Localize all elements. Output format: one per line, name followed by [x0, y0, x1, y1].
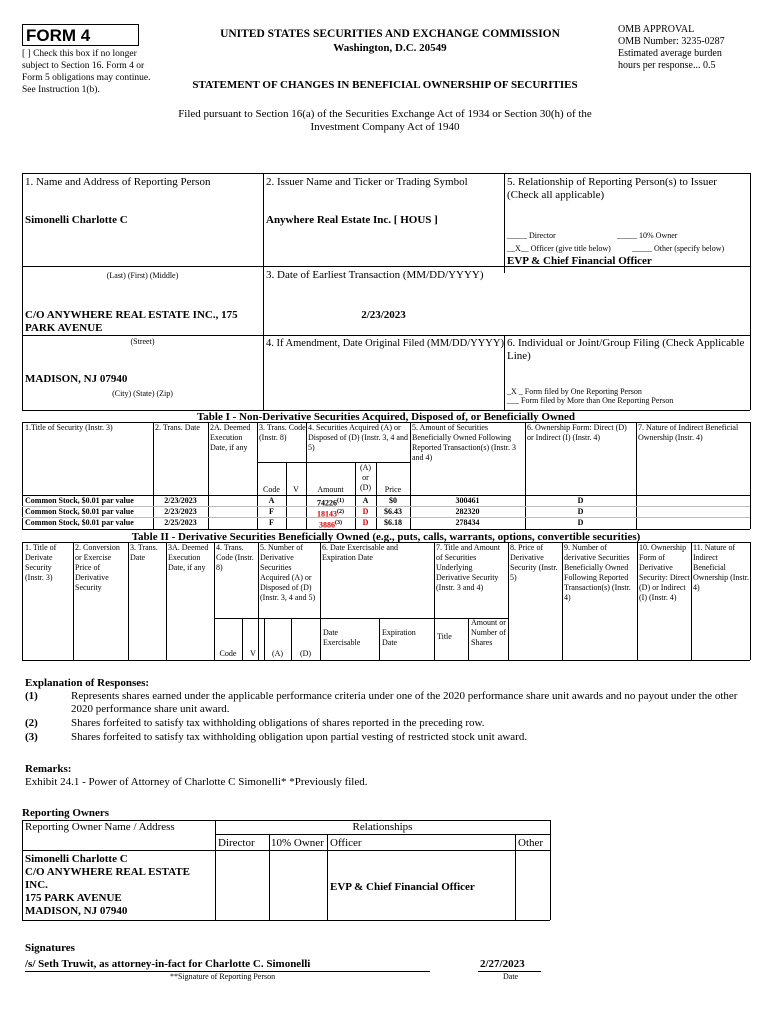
- box5-label: [507, 176, 750, 202]
- t1-sub-code: Code: [263, 485, 280, 494]
- filing-option-group: ___ Form filed by More than One Reporting Person: [507, 396, 674, 405]
- t1-amount-value: 3886: [319, 520, 335, 530]
- t2-header-owned: 9. Number of derivative Securities Beneficially Owned Following Reported Transaction(s) (Instr. 4): [564, 543, 631, 602]
- owner-line: Simonelli Charlotte C: [25, 853, 128, 865]
- box1-label: 1. Name and Address of Reporting Person: [25, 176, 211, 188]
- owner-line: MADISON, NJ 07940: [25, 905, 128, 917]
- t1-header-title: 1.Title of Security (Instr. 3): [25, 423, 113, 432]
- t2-sub-amount: Amount or Number of Shares: [471, 618, 506, 647]
- t1-header-date: 2. Trans. Date: [155, 423, 200, 432]
- t2-sub-expiration: Expiration Date: [382, 628, 416, 647]
- t2-header-conversion: 2. Conversion or Exercise Price of Derivative Security: [75, 543, 120, 592]
- explanation-number: (1): [25, 690, 38, 702]
- t1-cell-form: D: [577, 496, 584, 505]
- owners-col-director: Director: [218, 837, 255, 849]
- box4-label: 4. If Amendment, Date Original Filed (MM/DD/YYYY): [266, 338, 504, 349]
- issuer-name: Anywhere Real Estate Inc. [ HOUS ]: [266, 214, 438, 226]
- form-title-box: [22, 24, 139, 46]
- t1-cell-title: Common Stock, $0.01 par value: [25, 518, 134, 527]
- street-address: [25, 309, 260, 335]
- t1-header-nature: 7. Nature of Indirect Beneficial Ownership (Instr. 4): [638, 423, 739, 442]
- owner-officer-title: EVP & Chief Financial Officer: [330, 881, 475, 893]
- owner-name-address: [25, 853, 213, 918]
- explanation-text: Represents shares earned under the applicable performance criteria under one of the 2020 performance share unit awards and no payout under the other 2020 performance share unit award.: [71, 690, 738, 715]
- t1-cell-ad: A: [362, 496, 369, 505]
- t1-footnote-ref[interactable]: (2): [337, 509, 344, 515]
- t1-footnote-ref[interactable]: (1): [337, 498, 344, 504]
- filed-pursuant-line: Investment Company Act of 1940: [310, 121, 460, 133]
- reporting-person-name: Simonelli Charlotte C: [25, 214, 128, 226]
- check-box-note: [ ] Check this box if no longer subject to Section 16. Form 4 or Form 5 obligations may continue. See Instruction 1(b).: [22, 49, 151, 95]
- t2-header-number: 5. Number of Derivative Securities Acquired (A) or Disposed of (D) (Instr. 3, 4 and 5): [260, 543, 316, 602]
- explanation-number: (2): [25, 717, 38, 729]
- t1-footnote-ref[interactable]: (3): [335, 520, 342, 526]
- officer-title: EVP & Chief Financial Officer: [507, 255, 652, 267]
- t1-cell-ad: D: [362, 518, 369, 527]
- date-caption: Date: [503, 972, 519, 981]
- owners-heading: Reporting Owners: [22, 807, 110, 819]
- t1-header-amount-owned: 5. Amount of Securities Beneficially Owned Following Reported Transaction(s) (Instr. 3 and 4): [412, 423, 516, 462]
- owner-line: C/O ANYWHERE REAL ESTATE: [25, 866, 190, 878]
- omb-line: OMB APPROVAL: [618, 24, 695, 35]
- filed-pursuant-line: Filed pursuant to Section 16(a) of the Securities Exchange Act of 1934 or Section 30(h) of the: [178, 108, 592, 120]
- street-caption: (Street): [130, 337, 155, 346]
- omb-line: hours per response... 0.5: [618, 60, 716, 71]
- form-title: FORM 4: [26, 26, 91, 45]
- t2-header-title: 1. Title of Derivate Security (Instr. 3): [25, 543, 57, 582]
- t2-header-ownership-form: 10. Ownership Form of Derivative Security: Direct (D) or Indirect (I) (Instr. 4): [639, 543, 690, 602]
- t1-cell-form: D: [577, 507, 584, 516]
- t1-cell-title: Common Stock, $0.01 par value: [25, 507, 134, 516]
- t1-cell-form: D: [577, 518, 584, 527]
- t1-amount-value: 74226: [317, 498, 337, 508]
- t1-cell-ad: D: [362, 507, 369, 516]
- box5-label-line: 5. Relationship of Reporting Person(s) to Issuer: [507, 176, 717, 188]
- t2-header-price: 8. Price of Derivative Security (Instr. 5): [510, 543, 558, 582]
- agency-city: Washington, D.C. 20549: [333, 42, 447, 54]
- omb-line: OMB Number: 3235-0287: [618, 36, 725, 47]
- t2-sub-d: (D): [299, 649, 312, 658]
- t1-cell-code: F: [269, 507, 274, 516]
- t2-sub-date-exercisable: Date Exercisable: [323, 628, 361, 647]
- t2-sub-code: Code: [219, 649, 237, 658]
- t1-cell-price: $6.43: [384, 507, 402, 516]
- t2-sub-v: V: [250, 649, 256, 658]
- owners-col-officer: Officer: [330, 837, 362, 849]
- name-caption: (Last) (First) (Middle): [106, 271, 179, 280]
- ten-percent-check: _____ 10% Owner: [617, 231, 678, 240]
- explanation-text: Shares forfeited to satisfy tax withholding obligation upon partial vesting of restricted stock unit award.: [71, 731, 528, 743]
- city-state-zip: MADISON, NJ 07940: [25, 373, 128, 385]
- owners-col-relationships: Relationships: [352, 821, 413, 833]
- remarks-heading: Remarks:: [25, 763, 72, 775]
- t1-header-code: 3. Trans. Code (Instr. 8): [259, 423, 306, 442]
- other-check: _____ Other (specify below): [632, 244, 725, 253]
- t2-header-date: 3. Trans. Date: [130, 543, 158, 562]
- owner-line: INC.: [25, 879, 48, 891]
- t1-cell-owned: 278434: [455, 518, 480, 527]
- t2-header-code: 4. Trans. Code (Instr. 8): [216, 543, 254, 572]
- t2-sub-a: (A): [271, 649, 284, 658]
- city-caption: (City) (State) (Zip): [112, 389, 173, 398]
- signatures-heading: Signatures: [25, 942, 75, 954]
- t1-cell-amount: [306, 518, 355, 531]
- t1-cell-date: 2/25/2023: [164, 518, 197, 527]
- t1-cell-date: 2/23/2023: [164, 507, 197, 516]
- t1-amount-value: 18143: [317, 509, 337, 519]
- omb-line: Estimated average burden: [618, 48, 722, 59]
- signature-caption: **Signature of Reporting Person: [170, 972, 276, 981]
- box6-label: 6. Individual or Joint/Group Filing (Check Applicable Line): [507, 337, 745, 362]
- t1-header-securities: 4. Securities Acquired (A) or Disposed of (D) (Instr. 3, 4 and 5): [308, 423, 408, 452]
- owners-col-other: Other: [518, 837, 544, 849]
- t2-sub-title: Title: [437, 632, 452, 641]
- t1-sub-amount: Amount: [317, 485, 344, 494]
- filing-option-one: _X _ Form filed by One Reporting Person: [507, 387, 642, 396]
- filed-pursuant: [100, 108, 670, 134]
- t1-sub-aord: (A) or (D): [359, 463, 372, 492]
- t1-header-deemed: 2A. Deemed Execution Date, if any: [210, 423, 251, 452]
- signer-line: /s/ Seth Truwit, as attorney-in-fact for Charlotte C. Simonelli: [25, 958, 311, 970]
- t1-cell-code: F: [269, 518, 274, 527]
- statement-title: STATEMENT OF CHANGES IN BENEFICIAL OWNERSHIP OF SECURITIES: [192, 79, 578, 91]
- t2-header-underlying: 7. Title and Amount of Securities Underlying Derivative Security (Instr. 3 and 4): [436, 543, 501, 592]
- t2-header-exercisable: 6. Date Exercisable and Expiration Date: [322, 543, 398, 562]
- t1-cell-title: Common Stock, $0.01 par value: [25, 496, 134, 505]
- agency-name: UNITED STATES SECURITIES AND EXCHANGE COMMISSION: [220, 28, 560, 40]
- t1-cell-owned: 282320: [455, 507, 480, 516]
- explanation-number: (3): [25, 731, 38, 743]
- box2-label: 2. Issuer Name and Ticker or Trading Symbol: [266, 176, 468, 188]
- director-check: _____ Director: [507, 231, 556, 240]
- box3-label: 3. Date of Earliest Transaction (MM/DD/YYYY): [266, 269, 484, 281]
- t1-cell-owned: 300461: [455, 496, 480, 505]
- t2-header-nature: 11. Nature of Indirect Beneficial Ownership (Instr. 4): [693, 543, 749, 592]
- officer-check: __X__ Officer (give title below): [507, 244, 611, 253]
- street-line: C/O ANYWHERE REAL ESTATE INC., 175: [25, 309, 238, 321]
- box5-label-line: (Check all applicable): [507, 189, 605, 201]
- owners-col-10pct: 10% Owner: [271, 837, 324, 849]
- earliest-transaction-date: 2/23/2023: [361, 309, 406, 321]
- t1-cell-price: $6.18: [384, 518, 402, 527]
- table1-title: Table I - Non-Derivative Securities Acquired, Disposed of, or Beneficially Owned: [196, 411, 576, 423]
- t1-cell-date: 2/23/2023: [164, 496, 197, 505]
- explanation-heading: Explanation of Responses:: [25, 677, 150, 689]
- t1-sub-v: V: [293, 485, 299, 494]
- t1-sub-price: Price: [384, 485, 402, 494]
- remarks-text: Exhibit 24.1 - Power of Attorney of Charlotte C Simonelli* *Previously filed.: [25, 776, 368, 788]
- street-line: PARK AVENUE: [25, 322, 103, 334]
- owners-col-name: Reporting Owner Name / Address: [25, 821, 175, 833]
- omb-approval: [618, 24, 758, 72]
- owner-line: 175 PARK AVENUE: [25, 892, 122, 904]
- t1-header-ownership-form: 6. Ownership Form: Direct (D) or Indirect (I) (Instr. 4): [527, 423, 627, 442]
- explanation-text: Shares forfeited to satisfy tax withholding obligations of shares reported in the preceding row.: [71, 717, 485, 729]
- signature-date: 2/27/2023: [480, 958, 525, 970]
- t1-cell-code: A: [268, 496, 275, 505]
- t1-cell-price: $0: [389, 496, 397, 505]
- t2-header-deemed: 3A. Deemed Execution Date, if any: [168, 543, 209, 572]
- table2-title: Table II - Derivative Securities Beneficially Owned (e.g., puts, calls, warrants, options, convertible securities): [131, 531, 641, 543]
